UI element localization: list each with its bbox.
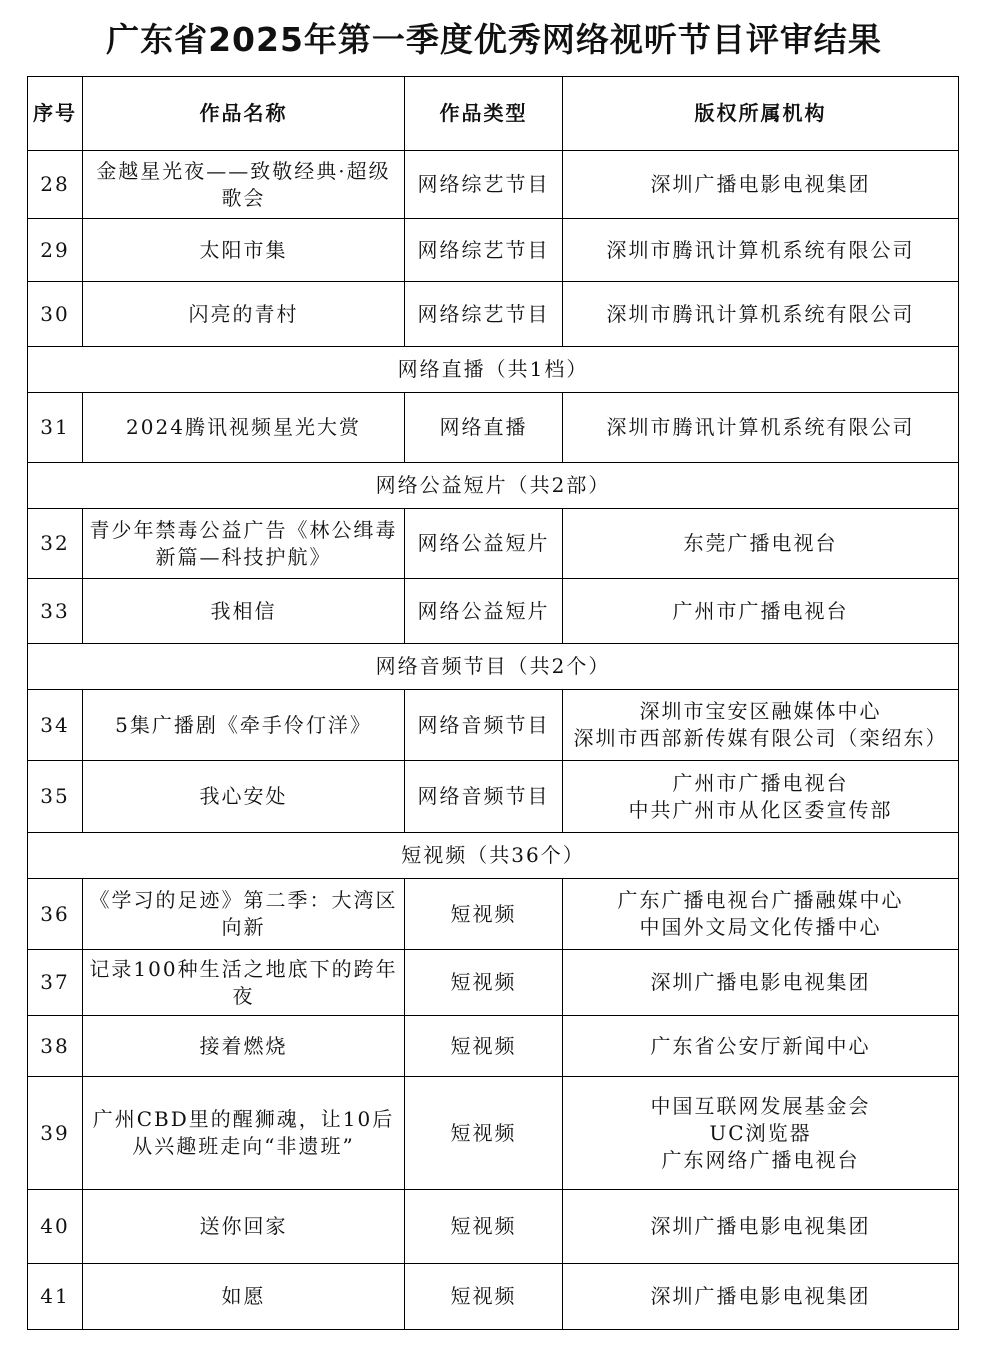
copyright-owner — [563, 579, 959, 644]
copyright-owner-line: 深圳市腾讯计算机系统有限公司 — [606, 415, 915, 439]
work-title: 我心安处 — [83, 761, 405, 833]
copyright-owner-line: 深圳广播电影电视集团 — [650, 1284, 871, 1308]
work-title: 5集广播剧《牵手伶仃洋》 — [83, 690, 405, 761]
section-heading: 网络直播（共1档） — [28, 347, 959, 393]
work-type: 短视频 — [405, 1264, 563, 1330]
row-number: 36 — [28, 879, 83, 950]
work-type: 网络综艺节目 — [405, 282, 563, 347]
header-row — [28, 77, 959, 151]
row-number: 39 — [28, 1077, 83, 1190]
table-row — [28, 393, 959, 463]
row-number: 29 — [28, 219, 83, 282]
copyright-owner-line: 深圳广播电影电视集团 — [650, 1214, 871, 1238]
table-row — [28, 579, 959, 644]
work-type: 短视频 — [405, 1190, 563, 1264]
header-type: 作品类型 — [405, 77, 563, 151]
copyright-owner — [563, 151, 959, 219]
copyright-owner-line: 广东省公安厅新闻中心 — [650, 1033, 871, 1058]
table-row — [28, 282, 959, 347]
copyright-owner-line: 东莞广播电视台 — [683, 531, 838, 555]
header-num: 序号 — [28, 77, 83, 151]
row-number: 34 — [28, 690, 83, 761]
table-row — [28, 950, 959, 1016]
table-row — [28, 151, 959, 219]
row-number: 35 — [28, 761, 83, 833]
work-title: 太阳市集 — [83, 219, 405, 282]
section-heading: 网络公益短片（共2部） — [28, 463, 959, 509]
copyright-owner-line: 深圳市宝安区融媒体中心 — [639, 699, 882, 723]
work-title: 闪亮的青村 — [83, 282, 405, 347]
table-row — [28, 219, 959, 282]
copyright-owner — [563, 393, 959, 463]
section-heading: 网络音频节目（共2个） — [28, 644, 959, 690]
copyright-owner — [563, 1190, 959, 1264]
row-number: 41 — [28, 1264, 83, 1330]
copyright-owner — [563, 761, 959, 833]
copyright-owner — [563, 950, 959, 1016]
section-row — [28, 833, 959, 879]
table-row — [28, 509, 959, 579]
table-row — [28, 1077, 959, 1190]
work-title: 《学习的足迹》第二季：大湾区向新 — [83, 879, 405, 950]
row-number: 28 — [28, 151, 83, 219]
work-type: 短视频 — [405, 879, 563, 950]
work-type: 网络公益短片 — [405, 579, 563, 644]
page-title: 广东省2025年第一季度优秀网络视听节目评审结果 — [106, 20, 882, 59]
copyright-owner — [563, 690, 959, 761]
section-row — [28, 463, 959, 509]
table-row — [28, 879, 959, 950]
row-number: 31 — [28, 393, 83, 463]
copyright-owner-line: 广东广播电视台广播融媒中心 — [617, 888, 904, 912]
work-type: 网络直播 — [405, 393, 563, 463]
copyright-owner-line: 广州市广播电视台 — [672, 598, 849, 623]
work-title: 我相信 — [83, 579, 405, 644]
work-type: 网络综艺节目 — [405, 151, 563, 219]
work-title: 金越星光夜——致敬经典·超级歌会 — [83, 151, 405, 219]
work-title: 如愿 — [83, 1264, 405, 1330]
work-title: 送你回家 — [83, 1190, 405, 1264]
copyright-owner-line: 广东网络广播电视台 — [661, 1147, 860, 1172]
row-number: 38 — [28, 1016, 83, 1077]
row-number: 40 — [28, 1190, 83, 1264]
row-number: 32 — [28, 509, 83, 579]
copyright-owner-line: 深圳广播电影电视集团 — [650, 172, 871, 196]
table-row — [28, 1016, 959, 1077]
work-type: 短视频 — [405, 950, 563, 1016]
copyright-owner — [563, 509, 959, 579]
work-title: 青少年禁毒公益广告《林公缉毒新篇—科技护航》 — [83, 509, 405, 579]
table-row — [28, 761, 959, 833]
copyright-owner-line: 中国外文局文化传播中心 — [639, 915, 882, 939]
work-title: 广州CBD里的醒狮魂，让10后从兴趣班走向“非遗班” — [83, 1077, 405, 1190]
header-org: 版权所属机构 — [563, 77, 959, 151]
work-title: 2024腾讯视频星光大赏 — [83, 393, 405, 463]
work-title: 记录100种生活之地底下的跨年夜 — [83, 950, 405, 1016]
work-type: 网络公益短片 — [405, 509, 563, 579]
table-body — [28, 151, 959, 1330]
section-row — [28, 347, 959, 393]
work-type: 网络音频节目 — [405, 761, 563, 833]
section-heading: 短视频（共36个） — [28, 833, 959, 879]
copyright-owner-line: 中共广州市从化区委宣传部 — [628, 797, 893, 822]
work-title: 接着燃烧 — [83, 1016, 405, 1077]
work-type: 短视频 — [405, 1077, 563, 1190]
work-type: 网络音频节目 — [405, 690, 563, 761]
row-number: 37 — [28, 950, 83, 1016]
copyright-owner — [563, 219, 959, 282]
copyright-owner-line: 深圳市腾讯计算机系统有限公司 — [606, 301, 915, 326]
copyright-owner-line: 深圳市西部新传媒有限公司（栾绍东） — [573, 726, 948, 750]
copyright-owner-line: 广州市广播电视台 — [672, 770, 849, 795]
copyright-owner — [563, 1264, 959, 1330]
results-table — [27, 76, 959, 1330]
copyright-owner — [563, 282, 959, 347]
copyright-owner-line: UC浏览器 — [709, 1120, 812, 1145]
table-row — [28, 1190, 959, 1264]
copyright-owner-line: 深圳市腾讯计算机系统有限公司 — [606, 237, 915, 262]
table-row — [28, 1264, 959, 1330]
copyright-owner — [563, 1016, 959, 1077]
header-name: 作品名称 — [83, 77, 405, 151]
copyright-owner — [563, 1077, 959, 1190]
work-type: 网络综艺节目 — [405, 219, 563, 282]
table-row — [28, 690, 959, 761]
section-row — [28, 644, 959, 690]
copyright-owner-line: 深圳广播电影电视集团 — [650, 970, 871, 994]
row-number: 33 — [28, 579, 83, 644]
copyright-owner-line: 中国互联网发展基金会 — [650, 1093, 871, 1118]
copyright-owner — [563, 879, 959, 950]
work-type: 短视频 — [405, 1016, 563, 1077]
row-number: 30 — [28, 282, 83, 347]
